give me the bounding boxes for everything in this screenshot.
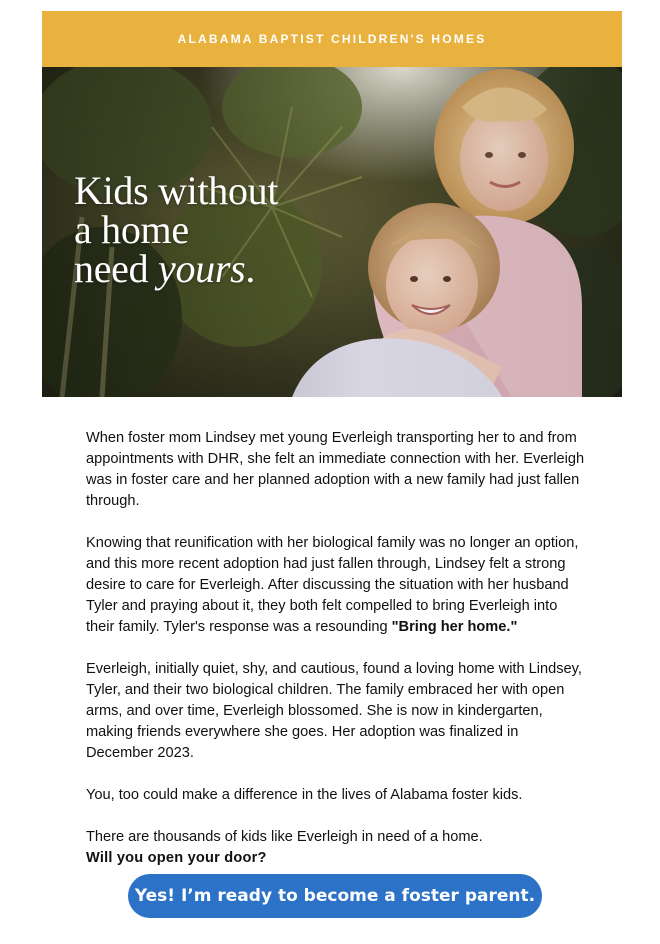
headline-emphasis: yours bbox=[158, 246, 246, 291]
call-to-action-question: Will you open your door? bbox=[86, 850, 267, 866]
headline-line-2: a home bbox=[74, 207, 189, 252]
headline-line-3 bbox=[74, 246, 278, 291]
hero-image bbox=[42, 67, 622, 397]
become-foster-parent-button[interactable]: Yes! I’m ready to become a foster parent. bbox=[128, 874, 542, 918]
story-body bbox=[86, 428, 586, 889]
headline-line-3-prefix: need bbox=[74, 246, 159, 291]
header-banner bbox=[42, 11, 622, 67]
story-paragraph-5: There are thousands of kids like Everleigh in need of a home. bbox=[86, 829, 483, 845]
story-paragraph-2-text: Knowing that reunification with her biological family was no longer an option, and this more recent adoption had just fallen through, Lindsey felt a strong desire to care for Everleigh. After discussing the situation with her husband Tyler and praying about it, they both felt compelled to bring Everleigh into their family. Tyler's response was a resounding bbox=[86, 535, 579, 635]
headline-line-1: Kids without bbox=[74, 168, 279, 213]
story-paragraph-2 bbox=[86, 533, 586, 638]
email-frame bbox=[42, 11, 622, 397]
organization-name: ALABAMA BAPTIST CHILDREN'S HOMES bbox=[177, 32, 487, 46]
hero-headline bbox=[74, 168, 279, 291]
bring-her-home-quote: "Bring her home." bbox=[391, 619, 518, 635]
headline-line-3-suffix: . bbox=[245, 246, 256, 291]
story-paragraph-1: When foster mom Lindsey met young Everleigh transporting her to and from appointments with DHR, she felt an immediate connection with her. Everleigh was in foster care and her planned adoption with a new family had just fallen through. bbox=[86, 430, 585, 509]
story-paragraph-4: You, too could make a difference in the lives of Alabama foster kids. bbox=[86, 787, 523, 803]
story-paragraph-3: Everleigh, initially quiet, shy, and cautious, found a loving home with Lindsey, Tyler, and their two biological children. The family embraced her with open arms, and over time, Everleigh blossomed. She is now in kindergarten, making friends everywhere she goes. Her adoption was finalized in December 2023. bbox=[86, 661, 582, 761]
